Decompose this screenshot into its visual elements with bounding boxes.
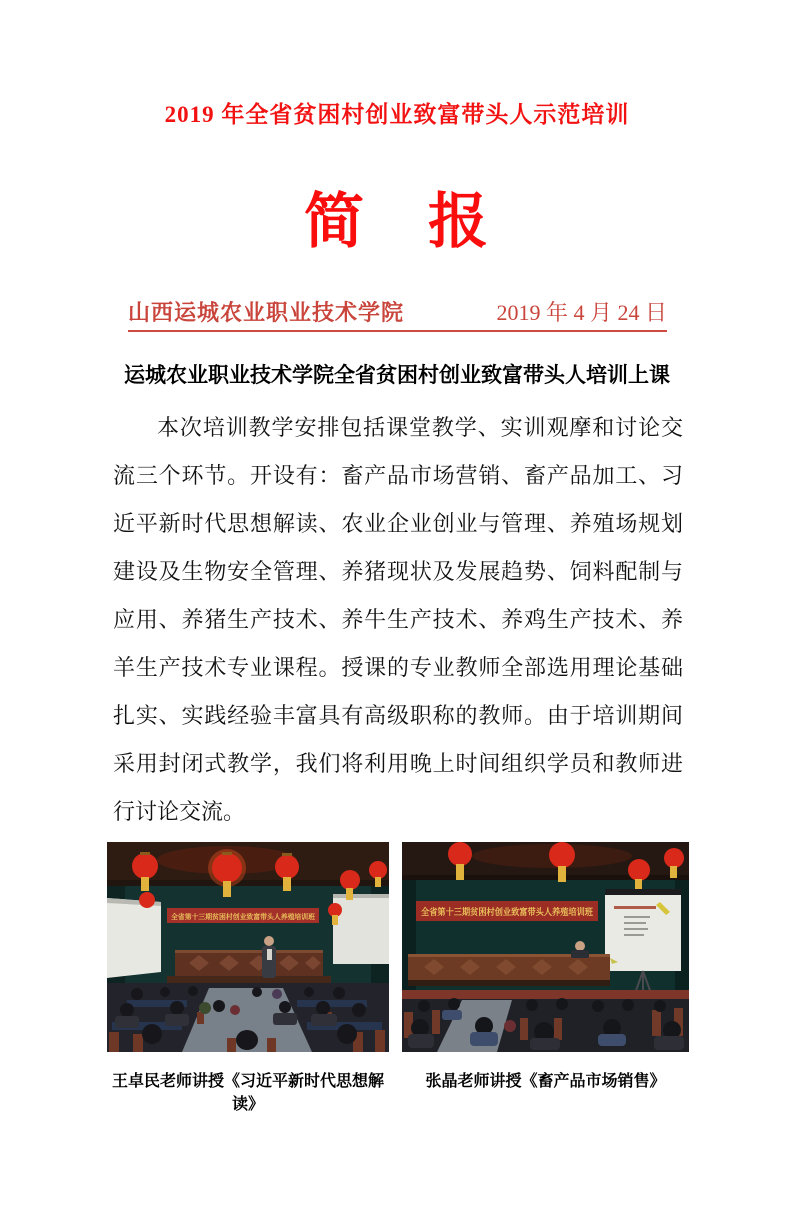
issuer-row [128, 299, 667, 332]
caption-row [107, 1068, 794, 1114]
photo-caption-right: 张晶老师讲授《畜产品市场销售》 [425, 1073, 666, 1090]
article-body: 本次培训教学安排包括课堂教学、实训观摩和讨论交流三个环节。开设有：畜产品市场营销、畜产品加工、习近平新时代思想解读、农业企业创业与管理、养殖场规划建设及生物安全管理、养猪现状及发展趋势、饲料配制与应用、养猪生产技术、养牛生产技术、养鸡生产技术、养羊生产技术专业课程。授课的专业教师全部选用理论基础扎实、实践经验丰富具有高级职称的教师。由于培训期间采用封闭式教学，我们将利用晚上时间组织学员和教师进行讨论交流。 [113, 415, 683, 824]
projection-screen-right-icon [333, 894, 389, 964]
rostrum [167, 950, 331, 983]
issue-date: 2019 年 4 月 24 日 [496, 300, 667, 325]
photo-right-classroom [402, 842, 689, 1052]
audience [402, 998, 689, 1052]
classroom-photo-illustration-left [107, 842, 389, 1052]
rostrum-desk [408, 954, 610, 986]
training-banner [416, 901, 611, 921]
audience [107, 983, 389, 1052]
training-banner [167, 908, 319, 923]
document-page [0, 96, 794, 1219]
photo-banner-text: 全省第十三期贫困村创业致富带头人养殖培训班 [171, 914, 318, 921]
classroom-photo-illustration-right [402, 842, 689, 1052]
stage-carpet [402, 990, 689, 999]
photo-caption-left: 王卓民老师讲授《习近平新时代思想解读》 [111, 1073, 384, 1113]
photo-row [107, 842, 794, 1052]
article-headline: 运城农业职业技术学院全省贫困村创业致富带头人培训上课 [124, 364, 670, 387]
projection-screen-left-icon [107, 898, 161, 978]
photo-left-classroom [107, 842, 389, 1052]
photo-banner-text: 全省第十三期贫困村创业致富带头人养殖培训班 [421, 907, 611, 917]
document-title: 2019 年全省贫困村创业致富带头人示范培训 [164, 102, 630, 127]
issuer-name: 山西运城农业职业技术学院 [128, 300, 405, 325]
masthead-title: 简 报 [304, 188, 490, 255]
